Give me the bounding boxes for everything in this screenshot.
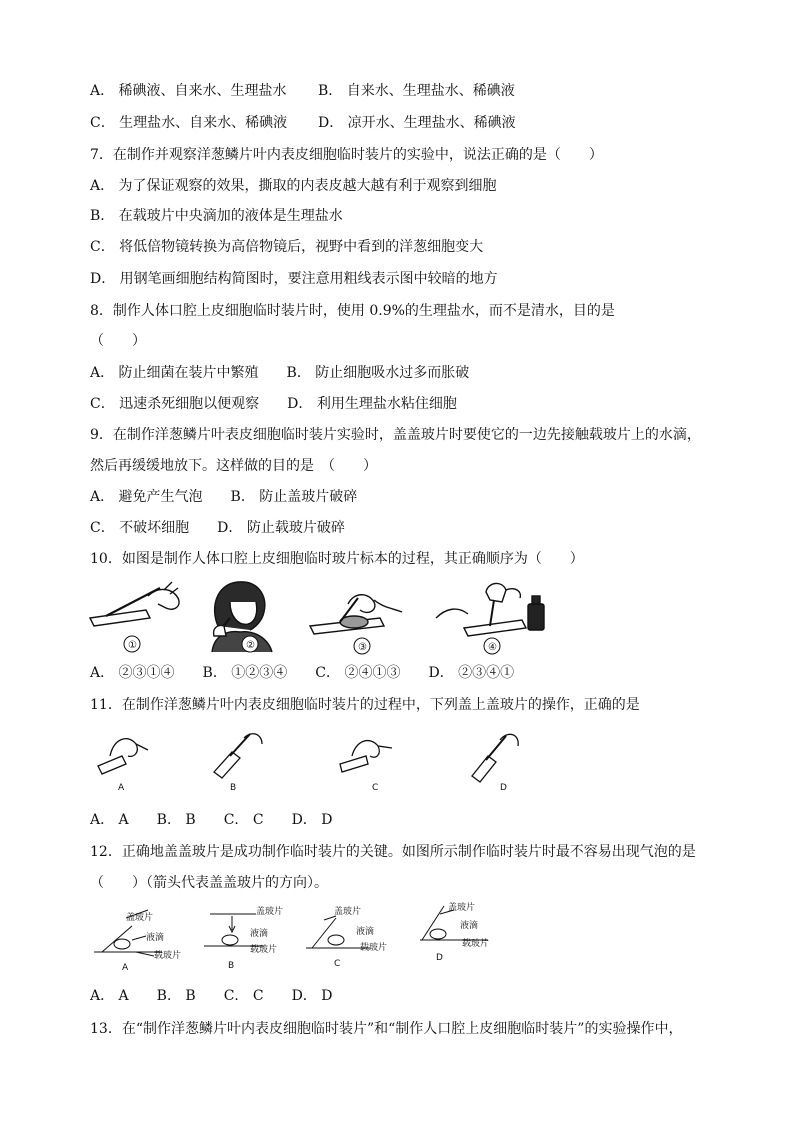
q8-options-ab: A． 防止细菌在装片中繁殖 B． 防止细胞吸水过多而胀破 <box>90 365 470 381</box>
fig12-c-slide: 载玻片 <box>360 943 388 953</box>
fig12-label-c: C <box>334 959 341 969</box>
question-8: 8．制作人体口腔上皮细胞临时装片时，使用 0.9%的生理盐水，而不是清水，目的是 <box>90 303 615 319</box>
fig12-a-drop: 液滴 <box>146 933 165 943</box>
q7-option-b: B． 在载玻片中央滴加的液体是生理盐水 <box>90 208 343 224</box>
q9-options-cd: C． 不破坏细胞 D． 防止载玻片破碎 <box>90 520 345 536</box>
fig12-label-b: B <box>228 961 235 971</box>
fig12-a-cover: 盖玻片 <box>126 913 154 923</box>
q10-options: A． ②③①④ B． ①②③④ C． ②④①③ D． ②③④① <box>90 665 515 681</box>
fig12-a <box>94 910 181 973</box>
fig10-label-3: ③ <box>358 642 367 653</box>
fig10-label-4: ④ <box>488 642 497 653</box>
q12-options: A． A B． B C． C D． D <box>90 988 333 1004</box>
fig12-b-cover: 盖玻片 <box>256 907 284 917</box>
fig12-c-cover: 盖玻片 <box>334 907 362 917</box>
fig11-label-c: C <box>372 783 379 793</box>
question-13: 13．在“制作洋葱鳞片叶内表皮细胞临时装片”和“制作人口腔上皮细胞临时装片”的实验操作中， <box>90 1021 683 1037</box>
figure-12 <box>92 900 512 976</box>
question-10: 10．如图是制作人体口腔上皮细胞临时玻片标本的过程，其正确顺序为（ ） <box>90 551 584 567</box>
q7-option-d: D． 用钢笔画细胞结构简图时，要注意用粗线表示图中较暗的地方 <box>90 271 498 287</box>
q6-option-a: A． 稀碘液、自来水、生理盐水 <box>90 83 287 99</box>
q11-options: A． A B． B C． C D． D <box>90 812 333 828</box>
fig11-c <box>340 741 392 793</box>
fig10-step-4 <box>436 583 544 654</box>
fig12-b-drop: 液滴 <box>250 929 269 939</box>
q6-option-b: B． 自来水、生理盐水、稀碘液 <box>318 83 515 99</box>
fig12-label-d: D <box>436 953 443 963</box>
fig11-a <box>98 739 148 793</box>
q6-option-d: D． 凉开水、生理盐水、稀碘液 <box>318 115 516 131</box>
fig12-label-a: A <box>122 963 129 973</box>
figure-10 <box>88 578 558 656</box>
question-9: 9．在制作洋葱鳞片叶表皮细胞临时装片实验时，盖盖玻片时要使它的一边先接触载玻片上的水滴， <box>90 427 701 443</box>
question-12-cont: （ ）（箭头代表盖盖玻片的方向）。 <box>90 875 328 891</box>
q9-options-ab: A． 避免产生气泡 B． 防止盖玻片破碎 <box>90 489 358 505</box>
q8-options-cd: C． 迅速杀死细胞以便观察 D． 利用生理盐水粘住细胞 <box>90 396 457 412</box>
question-8-bracket: （ ） <box>90 333 146 349</box>
fig12-d <box>420 901 489 963</box>
question-7: 7．在制作并观察洋葱鳞片叶内表皮细胞临时装片的实验中，说法正确的是（ ） <box>90 147 603 163</box>
fig12-d-cover: 盖玻片 <box>448 903 476 913</box>
q6-option-c: C． 生理盐水、自来水、稀碘液 <box>90 115 288 131</box>
q7-option-c: C． 将低倍物镜转换为高倍物镜后，视野中看到的洋葱细胞变大 <box>90 239 484 255</box>
fig10-label-2: ② <box>246 640 255 651</box>
fig11-b <box>214 734 262 793</box>
fig11-d <box>472 734 518 793</box>
fig11-label-b: B <box>230 783 237 793</box>
fig12-b-slide: 载玻片 <box>250 945 278 955</box>
figure-11 <box>92 726 532 798</box>
fig10-step-3 <box>310 595 402 654</box>
fig10-step-1 <box>90 582 179 652</box>
question-12: 12．正确地盖盖玻片是成功制作临时装片的关键。如图所示制作临时装片时最不容易出现气泡的是 <box>90 844 696 860</box>
fig12-d-slide: 载玻片 <box>462 939 490 949</box>
fig10-label-1: ① <box>128 640 137 651</box>
fig10-step-2 <box>212 582 272 652</box>
fig12-b <box>204 905 283 971</box>
fig12-d-drop: 液滴 <box>460 921 479 931</box>
q7-option-a: A． 为了保证观察的效果，撕取的内表皮越大越有利于观察到细胞 <box>90 178 497 194</box>
question-11: 11．在制作洋葱鳞片叶内表皮细胞临时装片的过程中，下列盖上盖玻片的操作，正确的是 <box>90 697 640 713</box>
question-9-cont: 然后再缓缓地放下。这样做的目的是 （ ） <box>90 458 377 474</box>
fig11-label-a: A <box>118 783 125 793</box>
fig12-a-slide: 载玻片 <box>154 951 182 961</box>
fig12-c-drop: 液滴 <box>356 927 375 937</box>
fig11-label-d: D <box>500 783 507 793</box>
fig12-c <box>306 905 387 969</box>
